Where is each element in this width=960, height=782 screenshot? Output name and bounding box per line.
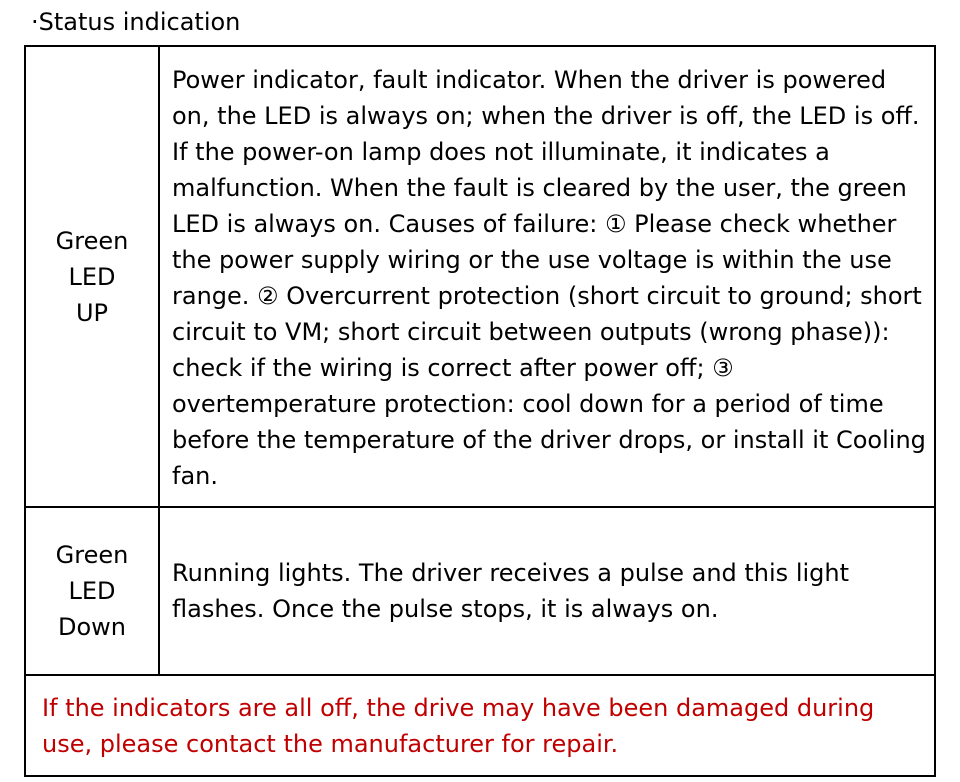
label-line: Green (55, 541, 129, 569)
label-line: Down (57, 613, 126, 641)
section-heading: ·Status indication (31, 8, 241, 36)
label-line: UP (75, 298, 109, 327)
warning-note: If the indicators are all off, the drive may have been damaged during use, please contact the manufacturer for repair. (25, 675, 935, 776)
status-indication-table (24, 45, 936, 777)
label-line: LED (68, 262, 116, 291)
indicator-label-green-led-down (25, 507, 159, 675)
table-row-green-led-down (25, 507, 935, 675)
indicator-description-green-led-down: Running lights. The driver receives a pulse and this light flashes. Once the pulse stops, it is always on. (159, 507, 935, 675)
label-line: LED (68, 577, 116, 605)
table-row-green-led-up (25, 46, 935, 507)
table-row-warning-note (25, 675, 935, 776)
indicator-label-green-led-up (25, 46, 159, 507)
indicator-description-green-led-up: Power indicator, fault indicator. When the driver is powered on, the LED is always on; when the driver is off, the LED is off. If the power-on lamp does not illuminate, it indicates a malfunction. When the fault is cleared by the user, the green LED is always on. Causes of failure: ① Please check whether the power supply wiring or the use voltage is within the use range. ② Overcurrent protection (short circuit to ground; short circuit to VM; short circuit between outputs (wrong phase)): check if the wiring is correct after power off; ③ overtemperature protection: cool down for a period of time before the temperature of the driver drops, or install it Cooling fan. (159, 46, 935, 507)
label-line: Green (55, 226, 129, 255)
